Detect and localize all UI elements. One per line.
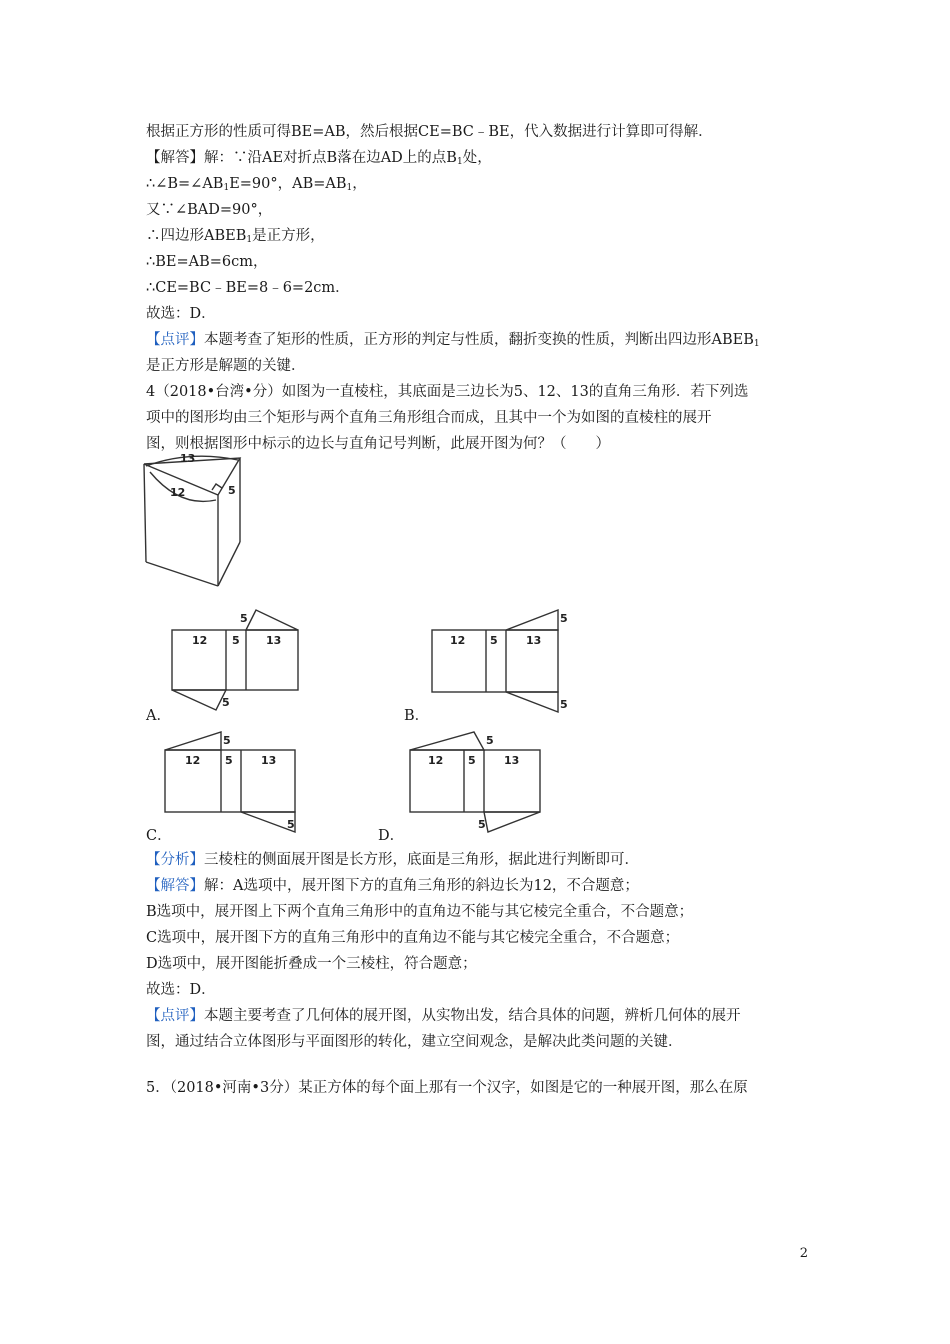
label-5: 5 xyxy=(232,634,240,647)
label-5: 5 xyxy=(222,696,230,709)
text-line: 项中的图形均由三个矩形与两个直角三角形组合而成，且其中一个为如图的直棱柱的展开 xyxy=(146,410,712,426)
label-5: 5 xyxy=(240,612,248,625)
text-line: 【解答】解：∵沿AE对折点B落在边AD上的点$B_1$处， xyxy=(146,150,492,167)
text-line: ∴四边形$ABEB_1$是正方形， xyxy=(146,228,325,245)
text-line: 是正方形是解题的关键． xyxy=(146,358,306,374)
option-c-label[interactable]: C． xyxy=(146,828,172,844)
text-line: 图，通过结合立体图形与平面图形的转化，建立空间观念，是解决此类问题的关键． xyxy=(146,1034,683,1050)
page-number: 2 xyxy=(799,1246,808,1261)
label-5: 5 xyxy=(468,754,476,767)
label-5: 5 xyxy=(486,734,494,747)
label-13: 13 xyxy=(180,452,196,465)
text-line: 【点评】本题考查了矩形的性质，正方形的判定与性质，翻折变换的性质，判断出四边形$ABEB_1$ xyxy=(146,332,760,349)
text-line: 故选：D． xyxy=(146,982,216,998)
label-5: 5 xyxy=(228,484,236,497)
label-12: 12 xyxy=(428,754,444,767)
label-5: 5 xyxy=(560,698,568,711)
label-12: 12 xyxy=(185,754,201,767)
text-line: $\therefore\angle B=\angle AB_1E=90^\circ$，$AB=AB_1$， xyxy=(146,176,367,193)
option-c-figure xyxy=(163,728,303,836)
label-5: 5 xyxy=(287,818,295,831)
text-line: 图，则根据图形中标示的边长与直角记号判断，此展开图为何？（ ） xyxy=(146,436,610,452)
option-d-figure xyxy=(408,728,548,836)
text-line: B选项中，展开图上下两个直角三角形中的直角边不能与其它棱完全重合，不合题意； xyxy=(146,904,694,920)
text-line: D选项中，展开图能折叠成一个三棱柱，符合题意； xyxy=(146,956,477,972)
label-13: 13 xyxy=(504,754,520,767)
label-13: 13 xyxy=(261,754,277,767)
text-line: 故选：D． xyxy=(146,306,216,322)
text-line: 根据正方形的性质可得BE=AB，然后根据CE=BC﹣BE，代入数据进行计算即可得解． xyxy=(146,124,713,140)
label-5: 5 xyxy=(560,612,568,625)
option-b-label[interactable]: B． xyxy=(404,708,430,724)
option-a-figure xyxy=(170,608,305,716)
text-line: C选项中，展开图下方的直角三角形中的直角边不能与其它棱完全重合，不合题意； xyxy=(146,930,680,946)
label-12: 12 xyxy=(170,486,186,499)
text-line: ∴BE=AB=6cm， xyxy=(146,254,268,270)
text-line: ∴CE=BC﹣BE=8﹣6=2cm． xyxy=(146,280,350,296)
option-d-label[interactable]: D． xyxy=(378,828,405,844)
text-line: 又∵∠BAD=90°， xyxy=(146,202,273,218)
prism-figure xyxy=(140,450,250,590)
option-a-label[interactable]: A． xyxy=(146,708,171,724)
text-line: 【解答】解：A选项中，展开图下方的直角三角形的斜边长为12，不合题意； xyxy=(146,878,639,894)
text-line: 4（2018•台湾•分）如图为一直棱柱，其底面是三边长为5、12、13的直角三角形．若下列选 xyxy=(146,384,749,400)
label-13: 13 xyxy=(266,634,282,647)
text-line: 【点评】本题主要考查了几何体的展开图，从实物出发，结合具体的问题，辨析几何体的展开 xyxy=(146,1008,741,1024)
label-5: 5 xyxy=(225,754,233,767)
label-5: 5 xyxy=(490,634,498,647)
label-5: 5 xyxy=(478,818,486,831)
label-12: 12 xyxy=(450,634,466,647)
label-13: 13 xyxy=(526,634,542,647)
text-line: 5．（2018•河南•3分）某正方体的每个面上那有一个汉字，如图是它的一种展开图，那么在原 xyxy=(146,1080,748,1096)
option-b-figure xyxy=(430,606,570,718)
label-12: 12 xyxy=(192,634,208,647)
label-5: 5 xyxy=(223,734,231,747)
text-line: 【分析】三棱柱的侧面展开图是长方形，底面是三角形，据此进行判断即可． xyxy=(146,852,639,868)
